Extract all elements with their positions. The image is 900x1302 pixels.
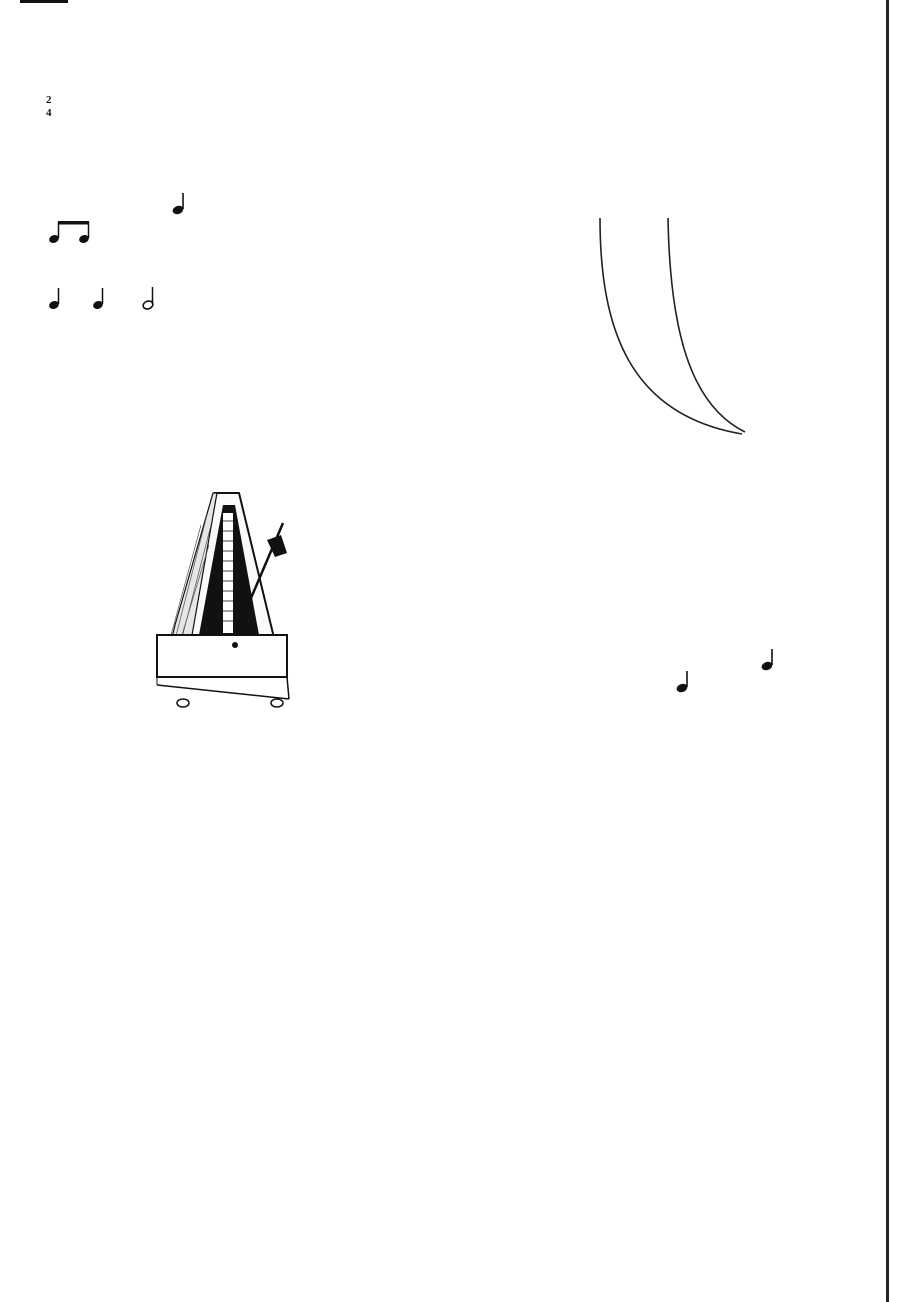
svg-text:4: 4 [46, 107, 52, 119]
svg-text:2: 2 [46, 94, 52, 106]
